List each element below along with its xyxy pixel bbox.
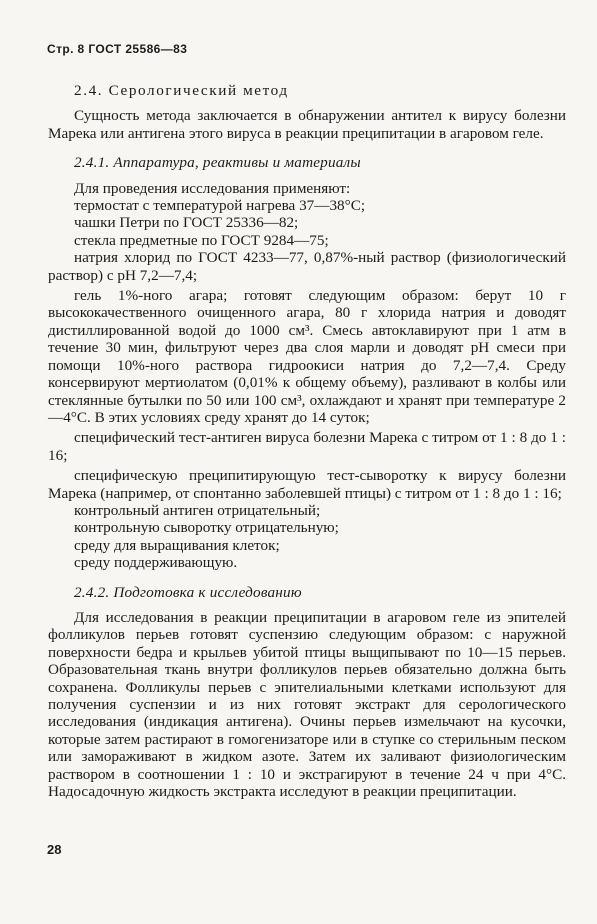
list-item: гель 1%-ного агара; готовят следующим образом: берут 10 г высококачественного очищенного агара, 80 г хлорида натрия и доводят дистиллированной водой до 1000 см³. Смесь автоклавируют при 1 атм в течение 30 мин, фильтруют через два слоя марли и доводят рН смеси при помощи 10%-ного раствора гидроокиси натрия до 7,2—7,4. Среду консервируют мертиолатом (0,01% к общему объему), разливают в колбы или стеклянные бутылки по 50 или 100 см³, охлаждают и хранят при температуре 2—4°С. В этих условиях среду хранят до 14 суток;: [48, 287, 566, 426]
page-header: Стр. 8 ГОСТ 25586—83: [47, 42, 188, 56]
section-2-4-2-paragraph: Для исследования в реакции преципитации в агаровом геле из эпителей фолликулов перьев готовят суспензию следующим образом: с наружной поверхности бедра и крыльев убитой птицы выщипывают по 10—15 перьев. Образовательная ткань внутри фолликулов перьев обязательно должна быть сохранена. Фолликулы перьев с эпителиальными клетками используют для получения суспензии и из них готовят экстракт для серологического исследования (индикация антигена). Очины перьев измельчают на кусочки, которые затем растирают в гомогенизаторе или в ступке со стерильным песком или замораживают в жидком азоте. Затем их заливают физиологическим раствором в соотношении 1 : 10 и экстрагируют в течение 24 ч при 4°С. Надосадочную жидкость экстракта исследуют в реакции преципитации.: [48, 608, 566, 801]
list-item: специфический тест-антиген вируса болезни Марека с титром от 1 : 8 до 1 : 16;: [48, 429, 566, 464]
list-item: натрия хлорид по ГОСТ 4233—77, 0,87%-ный раствор (физиологический раствор) с рН 7,2—7,4;: [48, 249, 566, 284]
list-item: стекла предметные по ГОСТ 9284—75;: [74, 231, 329, 249]
section-2-4-1-intro: Для проведения исследования применяют:: [74, 179, 351, 197]
list-item: контрольный антиген отрицательный;: [74, 501, 321, 519]
page-number: 28: [47, 842, 62, 857]
section-heading-2-4: 2.4. Серологический метод: [74, 82, 289, 99]
list-item: среду поддерживающую.: [74, 554, 238, 572]
list-item: контрольную сыворотку отрицательную;: [74, 519, 339, 537]
document-body: [48, 82, 566, 800]
list-item: специфическую преципитирующую тест-сыворотку к вирусу болезни Марека (например, от спонтанно заболевшей птицы) с титром от 1 : 8 до 1 : 16;: [48, 467, 566, 502]
section-2-4-paragraph: Сущность метода заключается в обнаружении антител к вирусу болезни Марека или антигена этого вируса в реакции преципитации в агаровом геле.: [48, 107, 566, 142]
list-item: термостат с температурой нагрева 37—38°С;: [74, 197, 366, 215]
section-heading-2-4-2: 2.4.2. Подготовка к исследованию: [74, 583, 302, 601]
list-item: чашки Петри по ГОСТ 25336—82;: [74, 214, 299, 232]
section-heading-2-4-1: 2.4.1. Аппаратура, реактивы и материалы: [74, 154, 361, 172]
list-item: среду для выращивания клеток;: [74, 536, 280, 554]
